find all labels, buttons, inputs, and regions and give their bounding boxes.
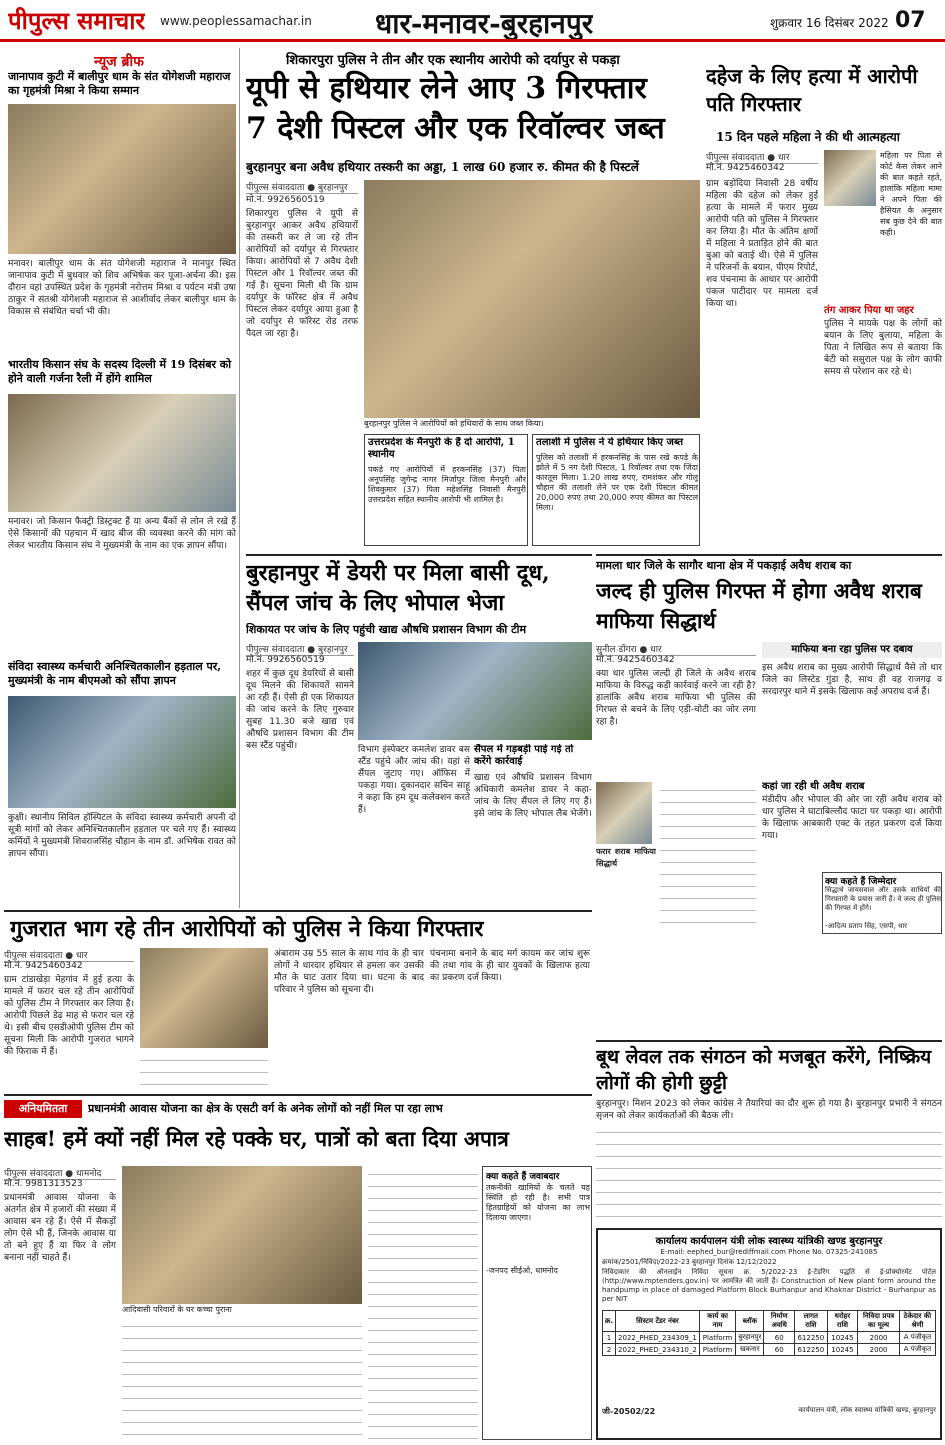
- pmay-headline: साहब! हमें क्यों नहीं मिल रहे पक्के घर, पात्रों को बता दिया अपात्र: [4, 1126, 509, 1151]
- liquor-quote-body: सिद्धार्थ जायसवाल और उसके साथियों की गिरफ्तारी के प्रयास जारी हैं। वे जल्द ही पुलिस की गिरफ्त में होंगे।: [825, 886, 941, 912]
- brief-item2-photo: [8, 394, 236, 512]
- lead-mobile: मो.नं. 9926560519: [246, 195, 325, 205]
- tender-notice-number: क्रमांक/2501/निविदा/2022-23 बुरहानपुर दिनांक 12/12/2022: [602, 1258, 777, 1266]
- lead-box-accused: [364, 434, 528, 546]
- liquor-byline: सुनील डोंगरा ● धार: [596, 642, 756, 656]
- gujarat-body2: अंबाराम उम्र 55 साल के साथ गांव के ही चार लोगों ने धारदार हथियार से हमला कर उसकी मौत के घाट उतार दिया था। घटना के बाद परिवार ने पुलिस को सूचना दी।: [274, 949, 424, 995]
- dowry-side-body: महिला पर पिता से कोर्ट केस लेकर आने की बात कहते रहते, हालांकि महिला मामा ने अपने पिता की हैसियत के अनुसार सब कुछ देने की बात कही।: [880, 151, 942, 237]
- lead-headline-1: यूपी से हथियार लेने आए 3 गिरफ्तार: [246, 71, 647, 106]
- tender-header-cell: धरोहर राशि: [827, 1311, 858, 1332]
- mafia-photo-label: फरार शराब माफिया सिद्धार्थ: [596, 847, 656, 868]
- liquor-quote-box: [822, 872, 942, 934]
- table-cell: 60: [764, 1344, 795, 1356]
- liquor-right-body: इस अवैध शराब का मुख्य आरोपी सिद्धार्थ वैसे तो धार जिले का लिस्टेड गुंडा है, साथ ही वह राजगढ़ व सरदारपुर थाने में इसके खिलाफ कई अपराध दर्ज हैं।: [762, 663, 942, 697]
- liquor-body: क्या धार पुलिस जल्दी ही जिले के अवैध शराब माफिया के विरुद्ध कड़ी कार्रवाई करने जा रही है? हालांकि अवैध शराब माफिया भी पुलिस की गिरफ्त से बचने के लिए एड़ी-चोटी का जोर लगा रहा है।: [596, 669, 756, 727]
- table-cell: खकनार: [736, 1344, 764, 1356]
- table-cell: 2: [603, 1344, 616, 1356]
- dairy-photo-caption: सैंपल में गड़बड़ी पाई गई तो करेंगे कार्रवाई: [474, 744, 574, 767]
- tender-header-cell: ब्लॉक: [736, 1311, 764, 1332]
- table-cell: A पंजीकृत: [899, 1332, 935, 1344]
- lead-byline: पीपुल्स संवाददाता ● बुरहानपुर: [246, 180, 358, 194]
- lead-story: [246, 48, 700, 548]
- tender-header-cell: कार्य का नाम: [699, 1311, 735, 1332]
- brief-item2-body: मनावर। जो किसान फैक्ट्री डिस्ट्रक्ट हैं या अन्य बैंकों से लोन ले रखे हैं ऐसे किसानों की पहचान में खाद बीज की व्यवस्था करने की मांग को लेकर भारतीय किसान संघ ने मुख्यमंत्री के नाम का एक ज्ञापन सौंपा।: [8, 517, 236, 551]
- dowry-side-body2: पुलिस ने मायके पक्ष के लोगों को बयान के लिए बुलाया, महिला के पिता ने लिखित रूप से बताया कि बेटी को ससुराल पक्ष के लोग काफी समय से परेशान कर रहे थे।: [824, 319, 942, 377]
- news-brief-label: न्यूज ब्रीफ: [94, 54, 144, 70]
- tender-header-cell: निविदा प्रपत्र का मूल्य: [858, 1311, 899, 1332]
- tender-notice: [596, 1228, 942, 1440]
- tender-footer: कार्यपालन यंत्री, लोक स्वास्थ्य यांत्रिकी खण्ड, बुरहानपुर: [798, 1406, 936, 1414]
- dowry-subheadline: 15 दिन पहले महिला ने की थी आत्महत्या: [716, 130, 900, 144]
- tender-body: निविदाकार की ऑनलाईन निविदा सूचना क्र. 5/2022-23 ई-टेंडरिंग पद्धति से ई-प्रोक्योरमेंट पोर्टल (http://www.mptenders.gov.in) पर आमंत्रित की जाती हैं। Construction of New plant form around the handpump in place of damaged Platform Block Burhanpur and Khaknar District - Burhanpur as per NIT: [602, 1268, 936, 1303]
- table-cell: 2000: [858, 1344, 899, 1356]
- booth-story: [596, 1040, 942, 1120]
- gujarat-body: ग्राम टांडाखेड़ा मेहगांव में हुई हत्या के मामले में फरार चल रहे तीन आरोपियों को पुलिस टीम ने गिरफ्तार कर लिया है। आरोपी पिछले डेढ़ माह से फरार चल रहे थे। इसी बीच एसडीओपी पुलिस टीम को सूचना मिली कि आरोपी गुजरात भागने की फिराक में हैं।: [4, 975, 134, 1057]
- masthead: [0, 0, 945, 42]
- tender-table-wrap: [602, 1310, 936, 1400]
- table-cell: 2000: [858, 1332, 899, 1344]
- lead-body: शिकारपुरा पुलिस ने यूपी से बुरहानपुर आकर अवैध हथियारों की तस्करी कर ले जा रहे तीन आरोपियों को दर्यापुर से गिरफ्तार किया। आरोपियों से 7 अवैध देशी पिस्टल और 1 रिवॉल्वर जब्त की गई है। सूचना मिली थी कि ग्राम दर्यापुर के फॉरेस्ट क्षेत्र में अवैध पिस्टल लेकर दर्यापुर आया हुआ है जो दर्यापुर से फॉरेस्ट रोड तरफ पैदल जा रहा है।: [246, 209, 358, 339]
- dowry-headline: दहेज के लिए हत्या में आरोपी पति गिरफ्तार: [706, 64, 918, 116]
- brief-item1-photo: [8, 104, 236, 254]
- tender-header-cell: लागत राशि: [795, 1311, 827, 1332]
- booth-body-continued: [596, 1124, 942, 1224]
- table-cell: 612250: [795, 1332, 827, 1344]
- lead-box2-head: तलाशी में पुलिस ने ये हथियार किए जब्त: [536, 437, 684, 448]
- pmay-mobile: मो.नं. 9981313523: [4, 1179, 83, 1189]
- pmay-byline: पीपुल्स संवाददाता ● धामनोद: [4, 1166, 116, 1180]
- dowry-mobile: मो.नं. 9425460342: [706, 163, 785, 173]
- liquor-body-continued: [660, 782, 756, 932]
- tender-header-cell: निर्माण अवधि: [764, 1311, 795, 1332]
- table-cell: Platform: [699, 1332, 735, 1344]
- liquor-quote-head: क्या कहते हैं जिम्मेदार: [825, 877, 897, 887]
- pmay-quote-box: [482, 1166, 592, 1440]
- liquor-quote-name: -आदित्य प्रताप सिंह, एसपी, धार: [825, 922, 908, 930]
- lead-box1-head: उत्तरप्रदेश के मैनपुरी के हैं दो आरोपी, 1 स्थानीय: [368, 437, 515, 460]
- dairy-subheadline: शिकायत पर जांच के लिए पहुंची खाद्य औषधि प्रशासन विभाग की टीम: [246, 623, 527, 636]
- tender-header-cell: सिस्टम टेंडर नंबर: [616, 1311, 700, 1332]
- tender-table-body: [603, 1332, 936, 1356]
- newspaper-logo: पीपुल्स समाचार: [8, 6, 146, 35]
- lead-kicker: शिकारपुरा पुलिस ने तीन और एक स्थानीय आरोपी को दर्यापुर से पकड़ा: [286, 53, 620, 68]
- tender-header-cell: ठेकेदार की श्रेणी: [899, 1311, 935, 1332]
- pmay-quote-name: -जनपद सीईओ, धामनोद: [486, 1266, 558, 1275]
- pmay-photo-caption: आदिवासी परिवारों के घर कच्चा पुराना: [122, 1305, 232, 1314]
- booth-headline: बूथ लेवल तक संगठन को मजबूत करेंगे, निष्क्रिय लोगों की होगी छुट्टी: [596, 1046, 932, 1094]
- brief-item3-photo: [8, 696, 236, 808]
- dairy-body: शहर में कुछ दूध डेयरियों से बासी दूध मिलने की शिकायतें सामने आ रही हैं। ऐसी ही एक शिकायत की जांच करने के लिए गुरुवार सुबह 11.30 बजे खाद्य एवं औषधि प्रशासन विभाग की टीम बस स्टैंड पहुंची।: [246, 669, 354, 751]
- pmay-quote-head: क्या कहते हैं जवाबदार: [486, 1172, 560, 1182]
- issue-date: शुक्रवार 16 दिसंबर 2022: [770, 16, 889, 30]
- dairy-story: [246, 554, 592, 844]
- table-row: [603, 1344, 936, 1356]
- news-brief-column: [4, 48, 240, 908]
- brief-item1-headline: जानापाव कुटी में बालीपुर धाम के संत योगेशजी महाराज का गृहमंत्री मिश्रा ने किया सम्मान: [8, 70, 231, 97]
- lead-photo: [364, 180, 700, 418]
- lead-box2-body: पुलिस को तलाशी में हरकनसिंह के पास रखे कपड़े के झोले में 5 नग देशी पिस्टल, 1 रिवॉल्वर तथा एक जिंदा कारतूस मिला। 1.20 लाख रुपए, रामशंकर और गोलू चौहान की तलाशी लेने पर एक देशी पिस्टल कीमत 20,000 रुपए तथा 20,000 रुपए कीमत का पिस्टल मिला।: [536, 453, 698, 512]
- gujarat-photo: [140, 948, 268, 1048]
- lead-box1-body: पकड़े गए आरोपियों में हरकनसिंह (37) पिता अनूपसिंह जुगेन्द्र नागर मिर्जापुर जिला मैनपुरी और शिवकुमार (37) पिता महेशसिंह निवासी मैनपुरी उत्तरप्रदेश सहित स्थानीय आरोपी भी शामिल है।: [368, 465, 526, 504]
- dowry-side-head: तंग आकर पिया था जहर: [824, 305, 914, 316]
- liquor-right-label: माफिया बना रहा पुलिस पर दबाव: [762, 642, 942, 658]
- dairy-byline: पीपुल्स संवाददाता ● बुरहानपुर: [246, 642, 354, 656]
- dowry-body: ग्राम बड़ोदिया निवासी 28 वर्षीय महिला की दहेज को लेकर हुई हत्या के मामले में फरार मुख्य आरोपी पति को पुलिस ने गिरफ्तार कर लिया है। मौत के अंतिम क्षणों में महिला ने प्रताड़ित होने की बात बुआ को बताई थी। ऐसे में पुलिस ने परिजनों के बयान, पीएम रिपोर्ट, शव पंचनामा के आधार पर आरोपी पंकज पाटीदार पर मामला दर्ज किया था।: [706, 179, 818, 309]
- table-cell: 10245: [827, 1332, 858, 1344]
- table-cell: 1: [603, 1332, 616, 1344]
- liquor-kicker: मामला धार जिले के सागौर थाना क्षेत्र में पकड़ाई अवैध शराब का: [596, 559, 852, 572]
- tender-title: कार्यालय कार्यपालन यंत्री लोक स्वास्थ्य यांत्रिकी खण्ड बुरहानपुर: [655, 1236, 883, 1247]
- table-cell: 2022_PHED_234309_1: [616, 1332, 700, 1344]
- gujarat-story: [4, 910, 592, 1090]
- brief-item3-headline: संविदा स्वास्थ्य कर्मचारी अनिश्चितकालीन हड़ताल पर, मुख्यमंत्री के नाम बीएमओ को सौंपा ज्ञापन: [8, 660, 222, 687]
- website-url[interactable]: www.peoplessamachar.in: [160, 14, 312, 28]
- pmay-story: [4, 1094, 592, 1440]
- liquor-story: [596, 554, 942, 934]
- gujarat-body3: पंचनामा बनाने के बाद मर्ग कायम कर जांच शुरू की तथा गांव के ही चार युवकों के खिलाफ हत्या का प्रकरण दर्ज किया।: [430, 949, 590, 983]
- tender-code: जी-20502/22: [602, 1407, 656, 1416]
- table-cell: 60: [764, 1332, 795, 1344]
- gujarat-byline: पीपुल्स संवाददाता ● धार: [4, 948, 134, 962]
- accused-photo: [824, 150, 876, 206]
- table-row: [603, 1332, 936, 1344]
- table-cell: 2022_PHED_234310_2: [616, 1344, 700, 1356]
- liquor-mobile: मो.नं. 9425460342: [596, 655, 675, 665]
- table-cell: A पंजीकृत: [899, 1344, 935, 1356]
- mafia-photo: [596, 782, 652, 844]
- lead-box-weapons: [532, 434, 700, 546]
- table-cell: 10245: [827, 1344, 858, 1356]
- table-cell: Platform: [699, 1344, 735, 1356]
- pmay-body-continued: [122, 1318, 362, 1440]
- tender-email: E-mail: eephed_bur@rediffmail.com Phone No. 07325-241085: [660, 1248, 878, 1256]
- dowry-story: [706, 62, 942, 552]
- booth-body: बुरहानपुर। मिशन 2023 को लेकर कांग्रेस ने तैयारियां का दौर शुरू हो गया है। बुरहानपुर प्रभारी ने संगठन सृजन को लेकर कार्यकर्ताओं की बैठक ली।: [596, 1099, 942, 1120]
- tender-table: [602, 1310, 936, 1356]
- dairy-body2: विभाग इंस्पेक्टर कमलेश डावर बस स्टैंड पहुंचे और जांच की। यहां से सैंपल जुटाए गए। ऑफिस में पकड़ा गया। दुकानदार सचिन साहू ने कहा कि हम दूध कलेक्शन करते हैं।: [358, 745, 470, 815]
- pmay-quote-body: तकनीकी खामियों के चलते यह स्थिति हो रही है। सभी पात्र हितग्राहियों को योजना का लाभ दिलाया जाएगा।: [486, 1183, 590, 1222]
- dairy-mobile: मो.नं. 9926560519: [246, 655, 325, 665]
- pmay-body: प्रधानमंत्री आवास योजना के अंतर्गत क्षेत्र में हजारों की संख्या में आवास बन रहे हैं। ऐसे में सैकड़ों लोग ऐसे भी हैं, जिनके आवास या तो बने हुए हैं या फिर वे लोग बनाना नहीं चाहते हैं।: [4, 1193, 116, 1263]
- lead-headline-2: 7 देशी पिस्टल और एक रिवॉल्वर जब्त: [246, 111, 665, 146]
- brief-item3-body: कुक्षी। स्थानीय सिविल हॉस्पिटल के संविदा स्वास्थ्य कर्मचारी अपनी दो सूत्री मांगों को लेकर अनिश्चितकालीन हड़ताल पर चले गए हैं। स्वास्थ्य कर्मियों ने मुख्यमंत्री शिवराजसिंह चौहान के नाम डॉ. अभिषेक रावत को ज्ञापन सौंपा।: [8, 813, 236, 859]
- page-number: 07: [895, 8, 926, 33]
- pmay-body-column3: [368, 1166, 478, 1440]
- liquor-right-body2: मंडीदीप और भोपाल की ओर जा रही अवैध शराब को धार पुलिस ने घाटाबिल्लौद फाटा पर पकड़ा था। आरोपी के खिलाफ आबकारी एक्ट के तहत प्रकरण दर्ज किया गया।: [762, 795, 942, 841]
- brief-item1-body: मनावर। बालीपुर धाम के संत योगेशजी महाराज ने मानपुर स्थित जानापाव कुटी में बुधवार को शिव अभिषेक कर पूजा-अर्चना की। इस दौरान वहां उपस्थित प्रदेश के गृहमंत्री नरोत्तम मिश्रा व पर्यटन मंत्री उषा ठाकुर ने संतश्री योगेशजी महाराज से आशीर्वाद लेकर बालीपुर धाम के विकास से संबंधित चर्चा भी की।: [8, 259, 236, 317]
- gujarat-headline: गुजरात भाग रहे तीन आरोपियों को पुलिस ने किया गिरफ्तार: [10, 916, 484, 942]
- pmay-kicker: प्रधानमंत्री आवास योजना का क्षेत्र के एसटी वर्ग के अनेक लोगों को नहीं मिल पा रहा लाभ: [88, 1102, 443, 1115]
- section-title: धार-मनावर-बुरहानपुर: [375, 7, 594, 40]
- tender-header-cell: क्र.: [603, 1311, 616, 1332]
- dowry-byline: पीपुल्स संवाददाता ● धार: [706, 150, 818, 164]
- gujarat-body-continued: [140, 1052, 268, 1090]
- brief-item2-headline: भारतीय किसान संघ के सदस्य दिल्ली में 19 दिसंबर को होने वाली गर्जना रैली में होंगे शामिल: [8, 358, 232, 385]
- table-cell: 612250: [795, 1344, 827, 1356]
- tender-table-header: [603, 1311, 936, 1332]
- dairy-photo: [358, 642, 592, 740]
- pmay-photo: [122, 1166, 362, 1304]
- lead-subheadline: बुरहानपुर बना अवैध हथियार तस्करी का अड्डा, 1 लाख 60 हजार रु. कीमत की है पिस्टलें: [246, 160, 639, 174]
- dairy-photo-caption-body: खाद्य एवं औषधि प्रशासन विभाग अधिकारी कमलेश डावर ने कहा-जांच के लिए सैंपल ले लिए गए हैं। इसे जांच के लिए भोपाल लैब भेजेंगे।: [474, 773, 592, 819]
- table-cell: बुरहानपुर: [736, 1332, 764, 1344]
- lead-photo-caption: बुरहानपुर पुलिस ने आरोपियों को हथियारों के साथ जब्त किया।: [364, 419, 544, 428]
- pmay-tag: अनियमितता: [4, 1100, 82, 1118]
- dairy-headline: बुरहानपुर में डेयरी पर मिला बासी दूध, सैंपल जांच के लिए भोपाल भेजा: [246, 560, 550, 616]
- liquor-headline: जल्द ही पुलिस गिरफ्त में होगा अवैध शराब माफिया सिद्धार्थ: [596, 578, 922, 633]
- liquor-right-head2: कहां जा रही थी अवैध शराब: [762, 781, 865, 792]
- gujarat-mobile: मो.नं. 9425460342: [4, 961, 83, 971]
